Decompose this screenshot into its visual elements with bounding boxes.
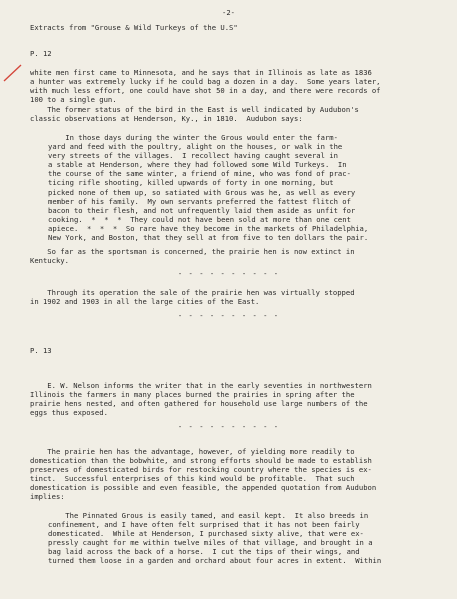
quote-audubon-henderson: In those days during the winter the Grous would enter the farm- yard and feed with the poultry, alight on the houses, or walk in the very streets of the villages. I recollect having caught several in a stable at Henderson, where they had followed some Wild Turkeys. In the course of the same winter, a friend of mine, who was fond of prac- ticing rifle shooting, killed upwards of forty in one morning, but picked none of them up, so satiated with Grous was he, as well as every member of his family. My own servants preferred the fattest flitch of bacon to their flesh, and not unfrequently laid them aside as unfit for cooking. * * * They could not have been sold at more than one cent apiece. * * * So rare have they become in the markets of Philadelphia, New York, and Boston, that they sell at from five to ten dollars the pair. <box>48 133 369 243</box>
separator-2: - - - - - - - - - - <box>177 311 280 320</box>
page-number: -2- <box>222 8 235 17</box>
paragraph-minnesota: white men first came to Minnesota, and he says that in Illinois as late as 1836 a hunter was extremely lucky if he could bag a dozen in a day. Some years later, with much less effort, one could have shot 50 in a day, and there were records of 100 to a single gun. <box>30 68 381 105</box>
margin-check-mark <box>2 60 24 84</box>
page-reference-13: P. 13 <box>30 346 52 355</box>
document-heading: Extracts from "Grouse & Wild Turkeys of the U.S" <box>30 23 238 32</box>
separator-3: - - - - - - - - - - <box>177 422 280 431</box>
paragraph-sale-stopped: Through its operation the sale of the prairie hen was virtually stopped in 1902 and 1903 in all the large cities of the East. <box>30 288 355 307</box>
quote-audubon-pinnated-grous: The Pinnated Grous is easily tamed, and easil kept. It also breeds in confinement, and I have often felt surprised that it has not been fairly domesticated. While at Henderson, I purchased sixty alive, that were ex- pressly caught for me within twelve miles of that village, and brought in a bag laid across the back of a horse. I cut the tips of their wings, and turned them loose in a garden and orchard about four acres in extent. Within <box>48 511 382 566</box>
separator-1: - - - - - - - - - - <box>177 269 280 278</box>
paragraph-domestication: The prairie hen has the advantage, however, of yielding more readily to domestication than the bobwhite, and strong efforts should be made to establish preserves of domesticated birds for restocking country where the species is ex- tinct. Successful enterprises of this kind would be profitable. That such domestication is possible and even feasible, the appended quotation from Audubon implies: <box>30 447 377 502</box>
paragraph-nelson: E. W. Nelson informs the writer that in the early seventies in northwestern Illinois the farmers in many places burned the prairies in spring after the prairie hens nested, and often gathered for household use large numbers of the eggs thus exposed. <box>30 381 372 418</box>
paragraph-former-status: The former status of the bird in the East is well indicated by Audubon's classic observations at Henderson, Ky., in 1810. Audubon says: <box>30 105 359 124</box>
paragraph-kentucky: So far as the sportsman is concerned, the prairie hen is now extinct in Kentucky. <box>30 247 355 266</box>
page-reference-12: P. 12 <box>30 49 52 58</box>
